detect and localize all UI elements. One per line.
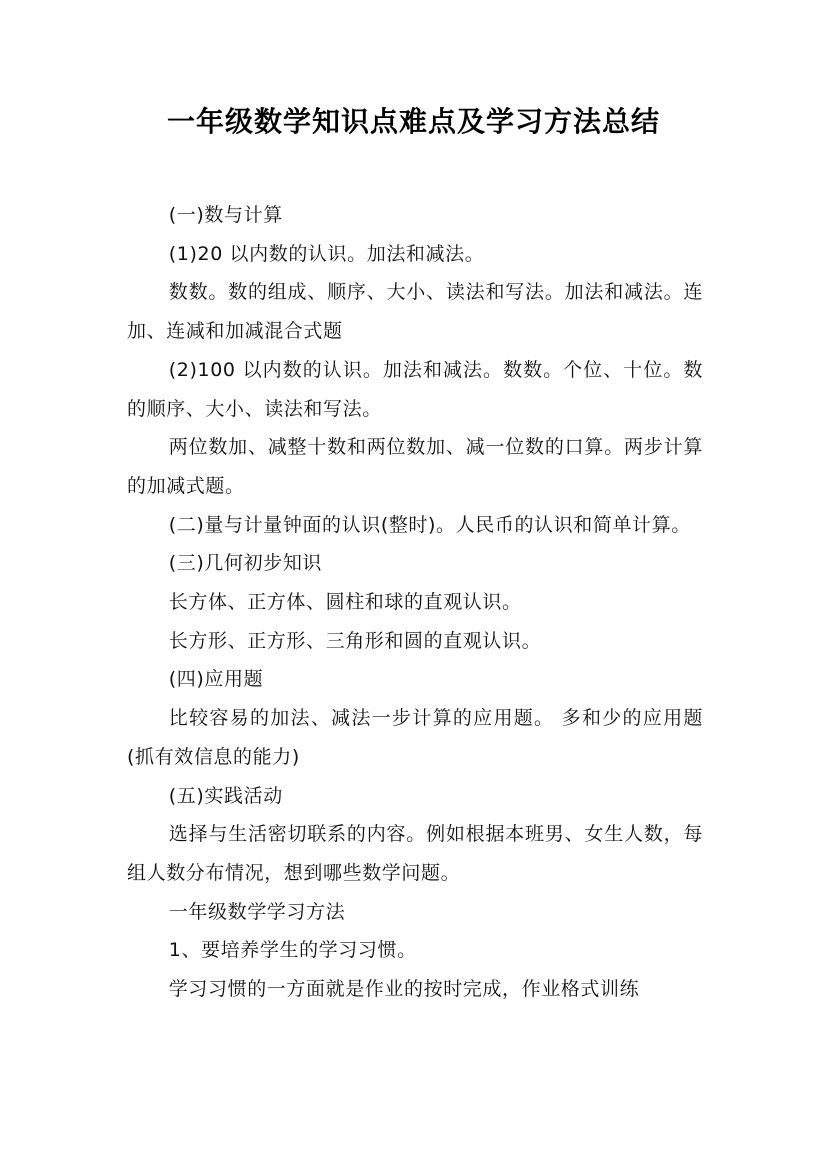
paragraph: 比较容易的加法、减法一步计算的应用题。 多和少的应用题(抓有效信息的能力) bbox=[127, 707, 703, 768]
paragraph-section-1-heading: (一)数与计算 bbox=[168, 204, 283, 226]
paragraph: 学习习惯的一方面就是作业的按时完成，作业格式训练 bbox=[168, 978, 640, 1001]
paragraph-section-4-heading: (四)应用题 bbox=[168, 668, 264, 691]
document-body bbox=[127, 196, 703, 1009]
paragraph: 两位数加、减整十数和两位数加、减一位数的口算。两步计算的加减式题。 bbox=[127, 436, 703, 497]
paragraph-section-2-heading: (二)量与计量钟面的认识(整时)。人民币的认识和简单计算。 bbox=[168, 513, 691, 536]
document-title: 一年级数学知识点难点及学习方法总结 bbox=[166, 105, 660, 138]
paragraph: 长方体、正方体、圆柱和球的直观认识。 bbox=[168, 591, 522, 614]
paragraph: (2)100 以内数的认识。加法和减法。数数。个位、十位。数的顺序、大小、读法和写法。 bbox=[127, 358, 703, 420]
paragraph: 选择与生活密切联系的内容。例如根据本班男、女生人数，每组人数分布情况，想到哪些数学问题。 bbox=[127, 823, 703, 884]
paragraph: 数数。数的组成、顺序、大小、读法和写法。加法和减法。连加、连减和加减混合式题 bbox=[127, 281, 703, 343]
paragraph-methods-heading: 一年级数学学习方法 bbox=[168, 900, 346, 923]
paragraph: (1)20 以内数的认识。加法和减法。 bbox=[168, 242, 485, 265]
paragraph: 1、要培养学生的学习习惯。 bbox=[168, 939, 417, 962]
paragraph-section-5-heading: (五)实践活动 bbox=[168, 784, 283, 807]
paragraph-section-3-heading: (三)几何初步知识 bbox=[168, 552, 323, 575]
paragraph: 长方形、正方形、三角形和圆的直观认识。 bbox=[168, 629, 542, 652]
